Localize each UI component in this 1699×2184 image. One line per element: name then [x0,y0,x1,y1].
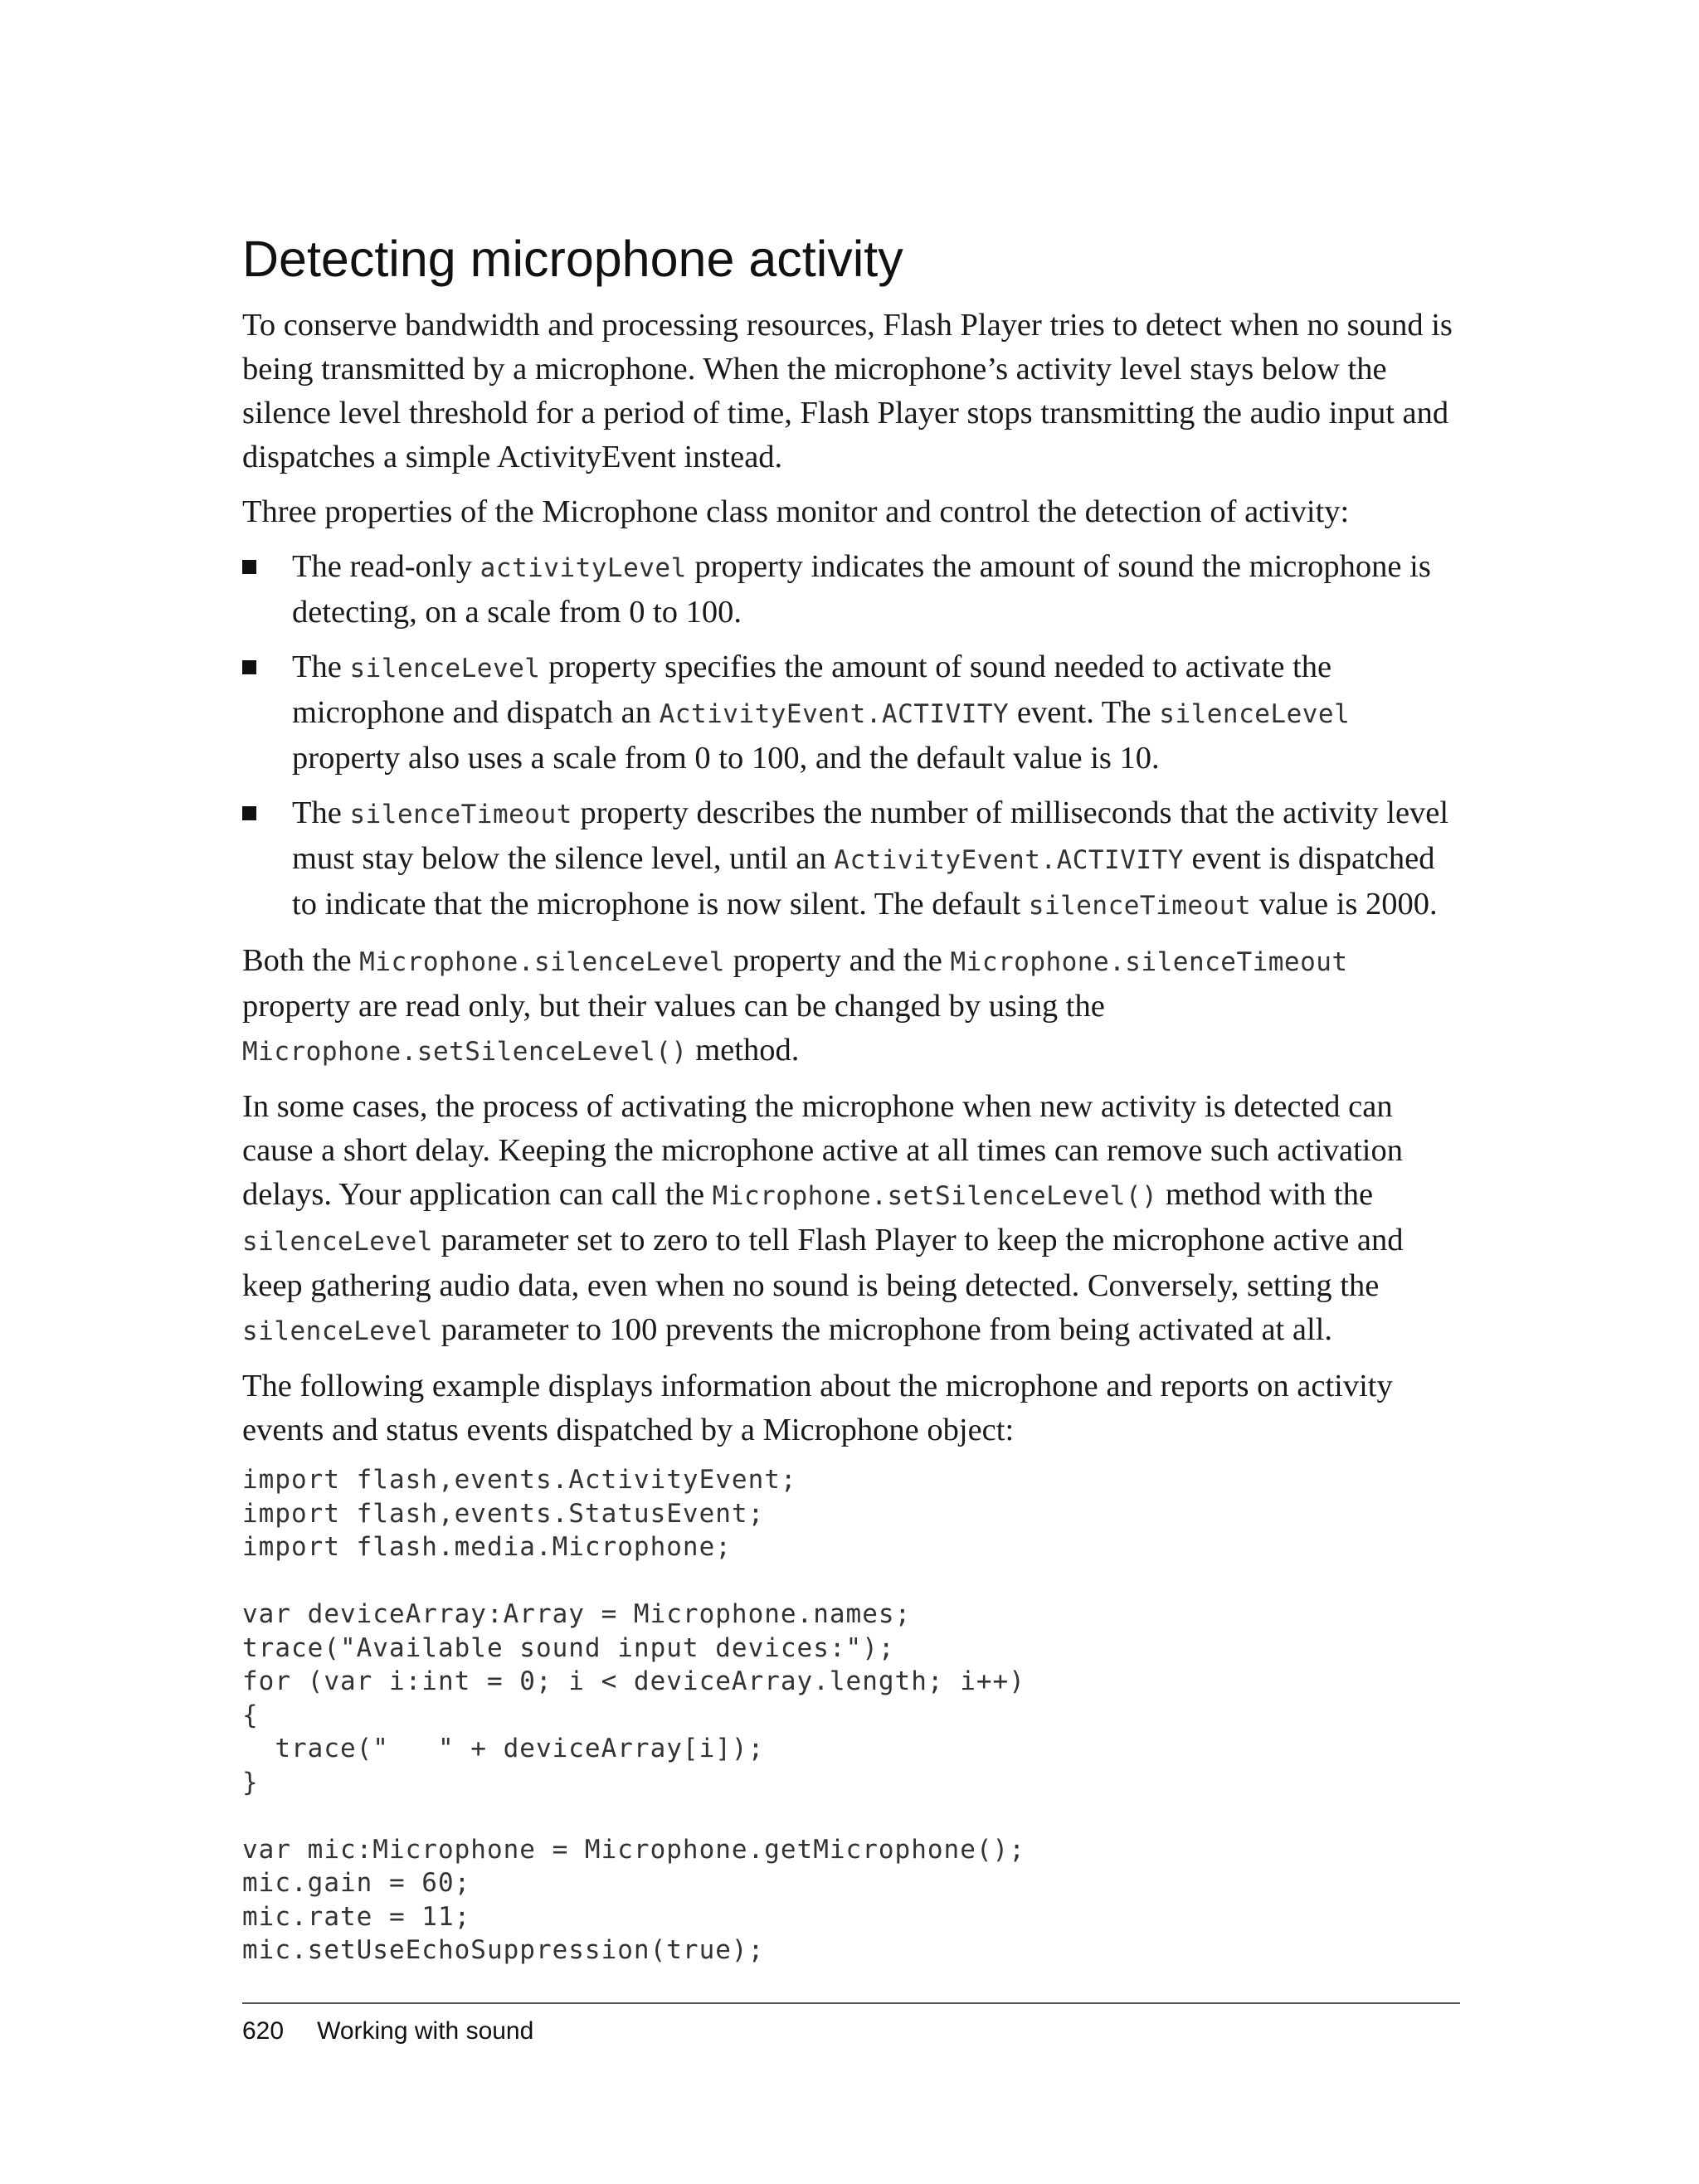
footer-section-title: Working with sound [317,2017,534,2045]
paragraph-text: property and the [724,943,951,978]
inline-code: activityLevel [480,553,687,583]
list-item-text: event is dispatched to indicate that the microphone is now silent. The default [292,841,1435,922]
list-item [242,791,1460,928]
square-bullet-icon [242,660,256,674]
inline-code: silenceLevel [349,654,541,683]
paragraph-text: parameter to 100 prevents the microphone from being activated at all. [432,1312,1332,1347]
inline-code: silenceLevel [242,1316,433,1346]
square-bullet-icon [242,560,256,574]
page-number: 620 [242,2017,285,2045]
code-example: import flash,events.ActivityEvent; import flash,events.StatusEvent; import flash.media.Microphone; var deviceArray:Array = Microphone.names; trace("Available sound input devices:"); for (var i:int = 0; i < deviceArray.length; i++) { trace(" " + deviceArray[i]); } var mic:Microphone = Microphone.getMicrophone(); mic.gain = 60; mic.rate = 11; mic.setUseEchoSuppression(true); [242,1465,1025,1965]
list-item [242,545,1460,635]
inline-code: silenceTimeout [1028,891,1252,921]
list-item-text: property also uses a scale from 0 to 100, and the default value is 10. [292,741,1160,776]
page-footer [242,2017,533,2045]
list-item-text: The read-only [292,549,480,584]
intro-paragraph: To conserve bandwidth and processing resources, Flash Player tries to detect when no sound is being transmitted by a microphone. When the microphone’s activity level stays below the silence level threshold for a period of time, Flash Player stops transmitting the audio input and dispatches a simple ActivityEvent instead. [242,308,1453,474]
paragraph-text: method. [687,1033,800,1068]
paragraph-text: property are read only, but their values can be changed by using the [242,989,1105,1024]
list-item-text: property describes the number of milliseconds that the activity level must stay below the silence level, until an [292,795,1449,876]
inline-code: silenceTimeout [349,800,572,829]
inline-code: Microphone.setSilenceLevel() [242,1037,688,1067]
list-item-text: event. The [1009,695,1160,730]
paragraph-text: Both the [242,943,360,978]
paragraph-text: parameter set to zero to tell Flash Player to keep the microphone active and keep gathering audio data, even when no sound is being detected. Conversely, setting the [242,1223,1404,1303]
body-text [242,304,1460,1968]
list-item-text: The [292,649,350,684]
list-item-text: The [292,795,350,830]
square-bullet-icon [242,806,256,820]
delay-paragraph [242,1085,1460,1354]
paragraph-text: method with the [1157,1177,1374,1212]
example-intro-paragraph: The following example displays information about the microphone and reports on activity events and status events dispatched by a Microphone object: [242,1369,1393,1447]
paragraph-text: In some cases, the process of activating the microphone when new activity is detected can cause a short delay. Keeping the microphone active at all times can remove such activation delays. Your application can call the [242,1089,1404,1212]
inline-code: ActivityEvent.ACTIVITY [834,845,1184,875]
inline-code: Microphone.silenceLevel [359,947,725,977]
properties-intro-paragraph: Three properties of the Microphone class monitor and control the detection of activity: [242,494,1350,529]
inline-code: silenceLevel [242,1227,433,1257]
readonly-paragraph [242,939,1460,1074]
footer-divider [242,2002,1460,2004]
inline-code: ActivityEvent.ACTIVITY [659,699,1010,729]
properties-list [242,545,1460,928]
list-item-text: value is 2000. [1251,887,1438,922]
inline-code: silenceLevel [1159,699,1351,729]
inline-code: Microphone.setSilenceLevel() [712,1181,1158,1211]
inline-code: Microphone.silenceTimeout [950,947,1348,977]
list-item-text: property specifies the amount of sound needed to activate the microphone and dispatch an [292,649,1332,730]
list-item [242,645,1460,781]
list-item-text: property indicates the amount of sound the microphone is detecting, on a scale from 0 to 100. [292,549,1431,630]
section-heading: Detecting microphone activity [242,231,903,287]
